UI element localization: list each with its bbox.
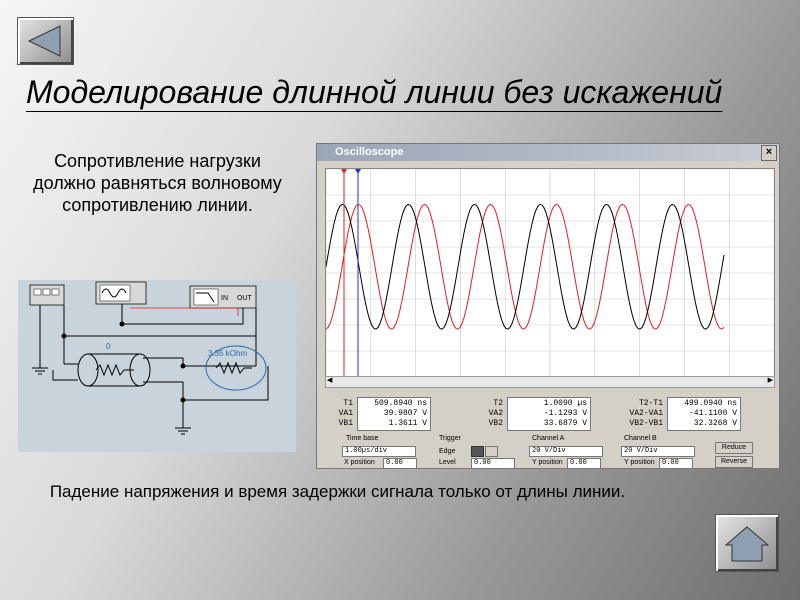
reverse-button[interactable]: Reverse (715, 456, 753, 468)
circuit-diagram (18, 280, 296, 452)
oscilloscope-title: Oscilloscope (335, 146, 404, 158)
oscilloscope-titlebar (317, 144, 779, 161)
cursor-2-line-handle (355, 169, 361, 174)
load-condition-text: Сопротивление нагрузки должно равняться волновому сопротивлению линии. (33, 151, 282, 215)
bode-in-label: IN (221, 295, 228, 302)
bode-plotter-icon (190, 286, 256, 308)
back-button[interactable] (17, 17, 74, 65)
readout-value: 33.6879 V (543, 419, 587, 428)
reduce-button[interactable]: Reduce (715, 442, 753, 454)
channel-a-ypos-field[interactable]: 0.00 (567, 458, 601, 469)
edge-label: Edge (439, 448, 456, 455)
trigger-label: Trigger (439, 435, 461, 442)
readout-label: VA2-VA1 (629, 409, 663, 418)
readout-label: VA1 (338, 409, 353, 418)
bode-out-label: OUT (237, 295, 252, 302)
conclusion-text: Падение напряжения и время задержки сигнала только от длины линии. (49, 482, 626, 501)
function-generator-icon (30, 285, 64, 305)
close-icon[interactable]: × (761, 145, 777, 161)
readout-label: VB1 (338, 419, 353, 428)
time-base-field[interactable]: 1.00µs/div (342, 446, 416, 457)
channel-a-scale-field[interactable]: 20 V/Div (529, 446, 603, 457)
ground-icon (32, 368, 191, 434)
resistor-value-label: 3.35 kOhm (208, 349, 248, 358)
oscilloscope-window (316, 143, 780, 469)
readout-label: T2-T1 (638, 399, 663, 408)
readout-label: T1 (343, 399, 353, 408)
readout-label: VA2 (488, 409, 503, 418)
channel-a-ypos-label: Y position (532, 459, 563, 466)
readout-value: 1.3611 V (388, 419, 427, 428)
readout-value: 39.9807 V (383, 409, 427, 418)
readout-label: T2 (493, 399, 503, 408)
channel-b-ypos-field[interactable]: 0.00 (659, 458, 693, 469)
channel-b-ypos-label: Y position (624, 459, 655, 466)
level-label: Level (439, 459, 456, 466)
oscilloscope-icon (96, 282, 146, 304)
oscilloscope-screen (325, 168, 775, 378)
edge-rising-button[interactable] (471, 446, 484, 457)
cursor-1-line-handle (341, 169, 347, 174)
back-arrow-icon (18, 18, 73, 64)
edge-falling-button[interactable] (485, 446, 498, 457)
x-position-label: X position (344, 459, 375, 466)
scroll-right-icon[interactable]: ▶ (767, 377, 773, 384)
readout-value: -1.1293 V (543, 409, 587, 418)
readout-value: -41.1100 V (688, 409, 737, 418)
readout-value: 1.0090 µs (543, 399, 587, 408)
transmission-line-icon (78, 354, 150, 386)
home-icon (716, 515, 778, 571)
channel-b-label: Channel B (624, 435, 657, 442)
readout-value: 509.8940 ns (374, 399, 427, 408)
channel-a-label: Channel A (532, 435, 565, 442)
time-base-label: Time base (346, 435, 379, 442)
readout-value: 499.0940 ns (684, 399, 737, 408)
page-title: Моделирование длинной линии без искажений (26, 74, 723, 110)
horizontal-scrollbar[interactable] (325, 376, 775, 388)
node-label: 0 (106, 342, 111, 351)
readout-label: VB2 (488, 419, 503, 428)
readout-label: VB2-VB1 (629, 419, 663, 428)
channel-b-scale-field[interactable]: 20 V/Div (621, 446, 695, 457)
level-field[interactable]: 0.00 (471, 458, 515, 469)
x-position-field[interactable]: 0.00 (383, 458, 417, 469)
readout-value: 32.3268 V (693, 419, 737, 428)
scroll-left-icon[interactable]: ◀ (327, 377, 333, 384)
home-button[interactable] (715, 514, 779, 572)
